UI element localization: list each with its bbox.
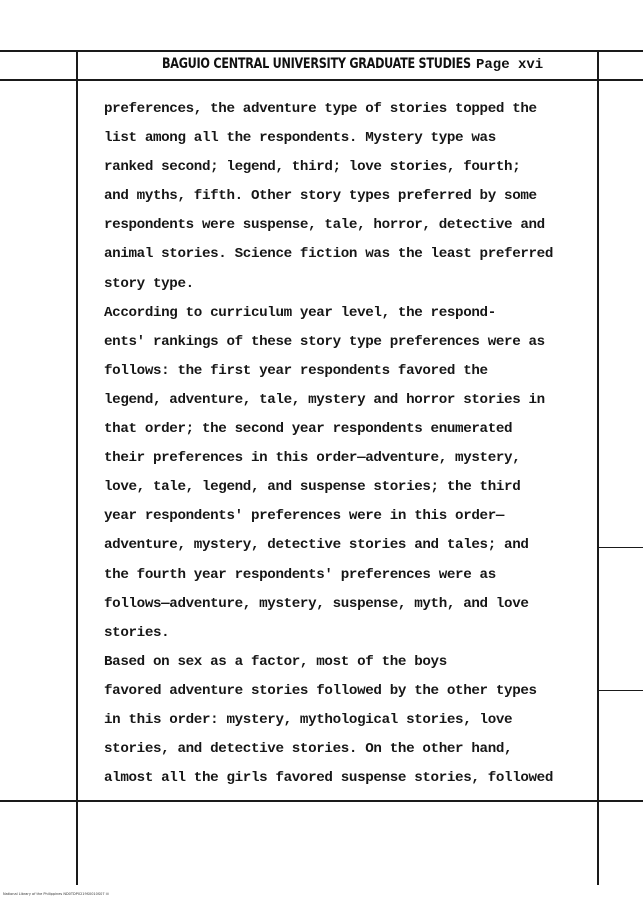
text-line: preferences, the adventure type of stories topped the [104, 101, 537, 117]
text-line: the fourth year respondents' preferences were as [104, 566, 496, 583]
top-rule [0, 50, 643, 52]
text-line: almost all the girls favored suspense stories, followed [104, 770, 554, 787]
text-line: and myths, fifth. Other story types preferred by some [104, 188, 537, 205]
text-line: list among all the respondents. Mystery type was [104, 130, 496, 147]
text-line: animal stories. Science fiction was the least preferred [104, 246, 554, 263]
text-line: ranked second; legend, third; love stories, fourth; [104, 159, 521, 176]
bottom-rule [0, 800, 643, 802]
text-line: favored adventure stories followed by the other types [104, 682, 537, 699]
text-line: legend, adventure, tale, mystery and horror stories in [104, 391, 545, 408]
document-body [104, 95, 604, 793]
text-line: stories. [104, 624, 170, 641]
header-rule [0, 79, 643, 81]
left-margin-line [76, 50, 78, 885]
text-line: year respondents' preferences were in this order— [104, 508, 505, 525]
text-line: stories, and detective stories. On the other hand, [104, 741, 513, 758]
text-line: ents' rankings of these story type preferences were as [104, 333, 545, 350]
text-line: follows—adventure, mystery, suspense, myth, and love [104, 595, 529, 612]
text-line: respondents were suspense, tale, horror, detective and [104, 217, 545, 234]
scan-footer-note: National Library of the Philippines ND0TDP0219S0010S07 iii [3, 892, 109, 896]
text-line: According to curriculum year level, the respond- [104, 304, 496, 321]
text-line: love, tale, legend, and suspense stories; the third [104, 479, 521, 496]
text-line: story type. [104, 275, 194, 292]
text-line: in this order: mystery, mythological stories, love [104, 711, 513, 728]
text-line: adventure, mystery, detective stories and tales; and [104, 537, 529, 554]
text-line: that order; the second year respondents enumerated [104, 421, 513, 438]
text-line: follows: the first year respondents favored the [104, 362, 488, 379]
text-line: their preferences in this order—adventure, mystery, [104, 450, 521, 467]
document-header-title: BAGUIO CENTRAL UNIVERSITY GRADUATE STUDIES [162, 56, 471, 72]
text-line: Based on sex as a factor, most of the boys [104, 653, 447, 670]
page-number: Page xvi [476, 57, 544, 73]
